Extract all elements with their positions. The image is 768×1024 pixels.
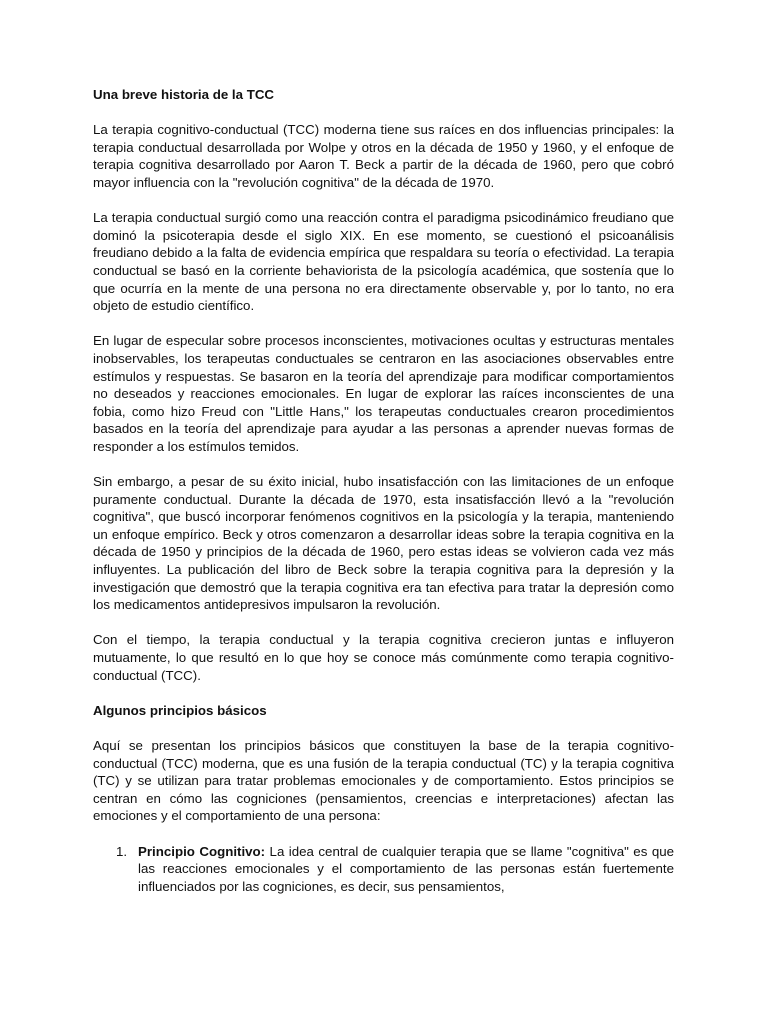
paragraph-learning-theory: En lugar de especular sobre procesos inconscientes, motivaciones ocultas y estructuras mentales inobservables, los terapeutas conductuales se centraron en las asociaciones observables entre estímulos y respuestas. Se basaron en la teoría del aprendizaje para modificar comportamientos no deseados y reacciones emocionales. En lugar de explorar las raíces inconscientes de una fobia, como hizo Freud con "Little Hans," los terapeutas conductuales crearon procedimientos basados en la teoría del aprendizaje para ayudar a las personas a aprender nuevas formas de responder a los estímulos temidos.	[93, 333, 674, 454]
list-item-text: La idea central de cualquier terapia que se llame "cognitiva" es que las reacciones emocionales y el comportamiento de las personas están fuertemente influenciados por las cogniciones, es decir, sus pensamientos,	[138, 843, 674, 894]
document-page	[93, 86, 674, 895]
paragraph-cognitive-revolution: Sin embargo, a pesar de su éxito inicial, hubo insatisfacción con las limitaciones de un enfoque puramente conductual. Durante la década de 1970, esta insatisfacción llevó a la "revolución cognitiva", que buscó incorporar fenómenos cognitivos en la psicología y la terapia, manteniendo un enfoque empírico. Beck y otros comenzaron a desarrollar ideas sobre la terapia cognitiva en la década de 1950 y principios de la década de 1960, pero estas ideas se volvieron cada vez más influyentes. La publicación del libro de Beck sobre la terapia cognitiva para la depresión y la investigación que demostró que la terapia cognitiva era tan efectiva para tratar la depresión como los medicamentos antidepresivos impulsaron la revolución.	[93, 474, 674, 613]
paragraph-merger: Con el tiempo, la terapia conductual y la terapia cognitiva crecieron juntas e influyeron mutuamente, lo que resultó en lo que hoy se conoce más comúnmente como terapia cognitivo-conductual (TCC).	[93, 632, 674, 683]
paragraph-behavioral-origin: La terapia conductual surgió como una reacción contra el paradigma psicodinámico freudiano que dominó la psicoterapia desde el siglo XIX. En ese momento, se cuestionó el psicoanálisis freudiano debido a la falta de evidencia empírica que respaldara su teoría o efectividad. La terapia conductual se basó en la corriente behaviorista de la psicología académica, que sostenía que lo que ocurría en la mente de una persona no era directamente observable y, por lo tanto, no era objeto de estudio científico.	[93, 210, 674, 314]
paragraph-tcc-roots: La terapia cognitivo-conductual (TCC) moderna tiene sus raíces en dos influencias principales: la terapia conductual desarrollada por Wolpe y otros en la década de 1950 y 1960, y el enfoque de terapia cognitiva desarrollado por Aaron T. Beck a partir de la década de 1960, pero que cobró mayor influencia con la "revolución cognitiva" de la década de 1970.	[93, 122, 674, 190]
list-item	[93, 843, 674, 896]
list-item-number: 1.	[116, 843, 128, 859]
principles-list	[93, 843, 674, 896]
section-heading-history: Una breve historia de la TCC	[93, 87, 275, 102]
list-item-term: Principio Cognitivo:	[138, 843, 266, 859]
section-heading-principles: Algunos principios básicos	[93, 702, 267, 718]
paragraph-principles-intro: Aquí se presentan los principios básicos que constituyen la base de la terapia cognitivo-conductual (TCC) moderna, que es una fusión de la terapia conductual (TC) y la terapia cognitiva (TC) y se utilizan para tratar problemas emocionales y de comportamiento. Estos principios se centran en cómo las cogniciones (pensamientos, creencias e interpretaciones) afectan las emociones y el comportamiento de una persona:	[93, 737, 674, 824]
